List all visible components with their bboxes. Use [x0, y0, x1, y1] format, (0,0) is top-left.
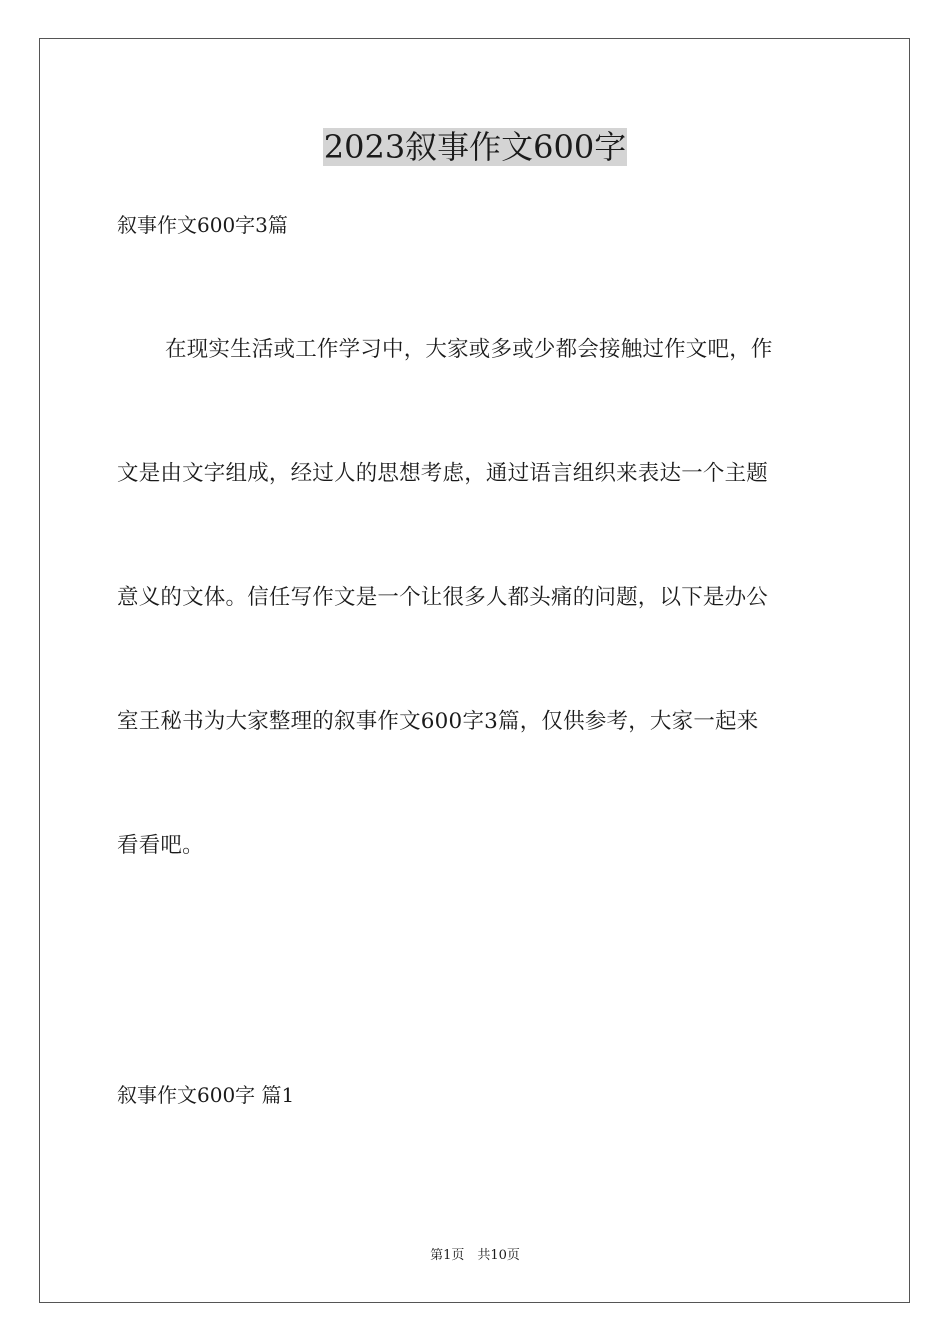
document-title-text: 2023叙事作文600字: [323, 128, 627, 166]
intro-line: 室王秘书为大家整理的叙事作文600字3篇，仅供参考，大家一起来: [117, 709, 759, 734]
intro-line: 意义的文体。信任写作文是一个让很多人都头痛的问题，以下是办公: [117, 585, 769, 610]
intro-line: 看看吧。: [117, 833, 204, 858]
intro-line: 在现实生活或工作学习中，大家或多或少都会接触过作文吧，作: [165, 337, 773, 362]
intro-line: 文是由文字组成，经过人的思想考虑，通过语言组织来表达一个主题: [117, 461, 769, 486]
page-number-footer: 第1页 共10页: [430, 1248, 520, 1263]
section-heading: 叙事作文600字 篇1: [117, 1083, 295, 1107]
document-subtitle: 叙事作文600字3篇: [117, 213, 288, 237]
document-title: [0, 126, 950, 168]
